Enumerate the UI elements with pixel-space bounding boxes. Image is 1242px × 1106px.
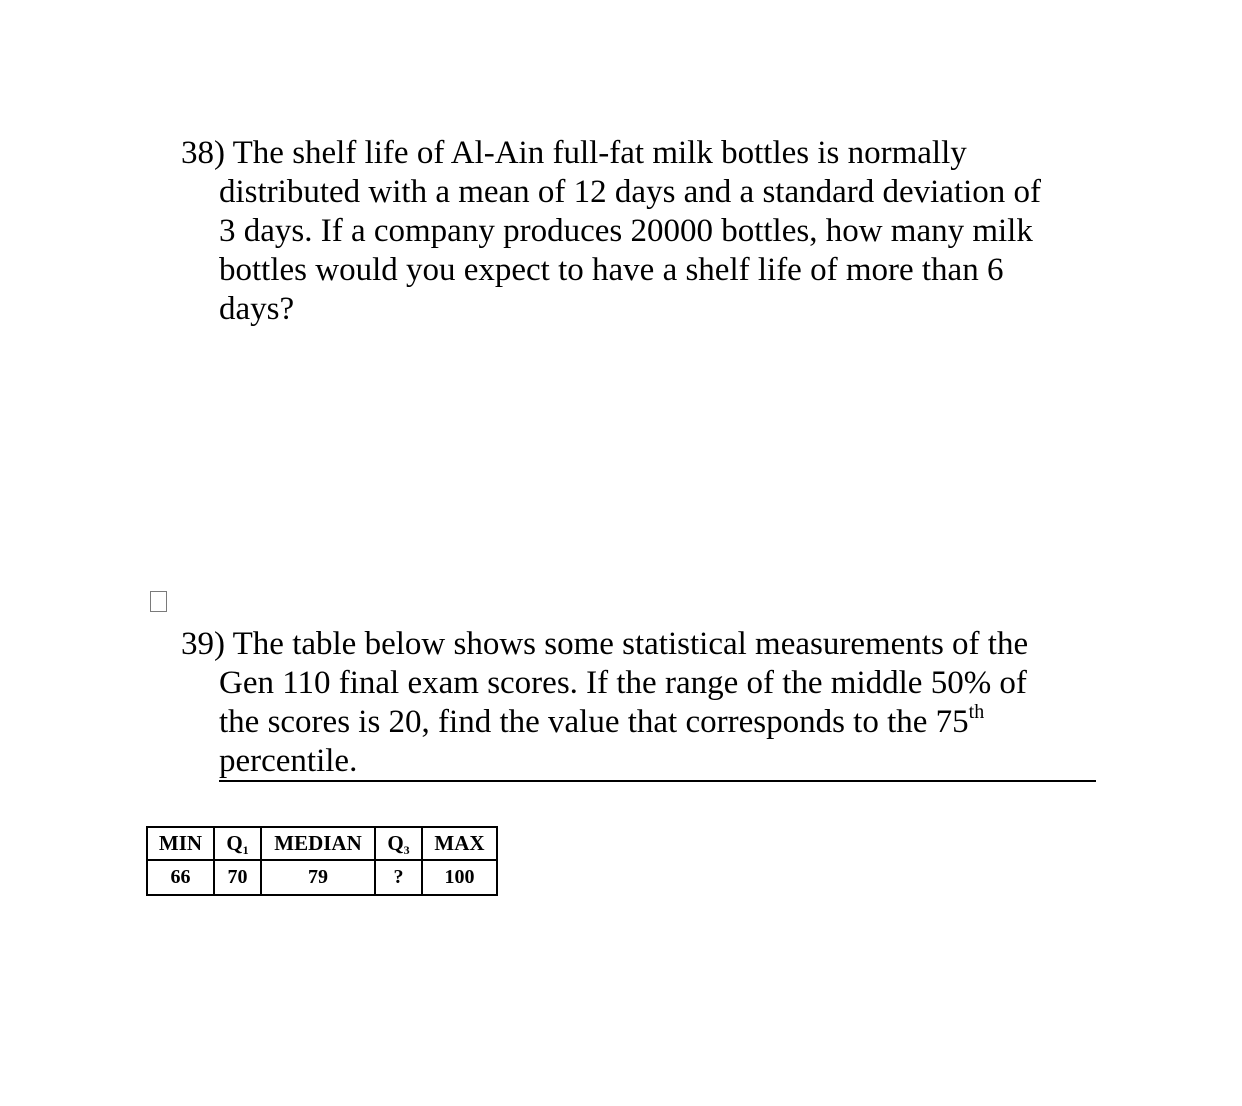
question-39-line-4: percentile. [219, 743, 358, 779]
table-header-row [147, 827, 497, 860]
question-39-line-3 [181, 703, 1101, 742]
value-max: 100 [422, 860, 497, 895]
ordinal-suffix: th [968, 701, 985, 723]
question-38 [181, 134, 1101, 329]
value-q1: 70 [214, 860, 261, 895]
question-38-line-1: 38) The shelf life of Al-Ain full-fat milk bottles is normally [181, 135, 967, 171]
statistics-table [146, 826, 498, 896]
header-max: MAX [422, 827, 497, 860]
header-q3-subscript: 3 [403, 843, 410, 857]
header-min: MIN [147, 827, 214, 860]
answer-checkbox[interactable] [150, 591, 167, 612]
header-q1-letter: Q [226, 831, 243, 855]
header-q3-letter: Q [387, 831, 404, 855]
header-q1-subscript: 1 [242, 843, 249, 857]
table-row [147, 860, 497, 895]
question-38-line-3: 3 days. If a company produces 20000 bottles, how many milk [219, 213, 1033, 249]
question-39-line-1: 39) The table below shows some statistical measurements of the [181, 626, 1029, 662]
header-median: MEDIAN [261, 827, 375, 860]
question-39-line-2: Gen 110 final exam scores. If the range of the middle 50% of [219, 665, 1027, 701]
question-38-line-5: days? [219, 291, 295, 327]
value-median: 79 [261, 860, 375, 895]
header-q1 [214, 827, 261, 860]
value-q3: ? [375, 860, 422, 895]
value-min: 66 [147, 860, 214, 895]
question-38-line-2: distributed with a mean of 12 days and a standard deviation of [219, 174, 1042, 210]
question-38-line-4: bottles would you expect to have a shelf life of more than 6 [219, 252, 1004, 288]
answer-line [219, 780, 1096, 782]
question-39-line-3-text: the scores is 20, find the value that corresponds to the 75 [219, 704, 969, 740]
question-39 [181, 625, 1101, 781]
header-q3 [375, 827, 422, 860]
